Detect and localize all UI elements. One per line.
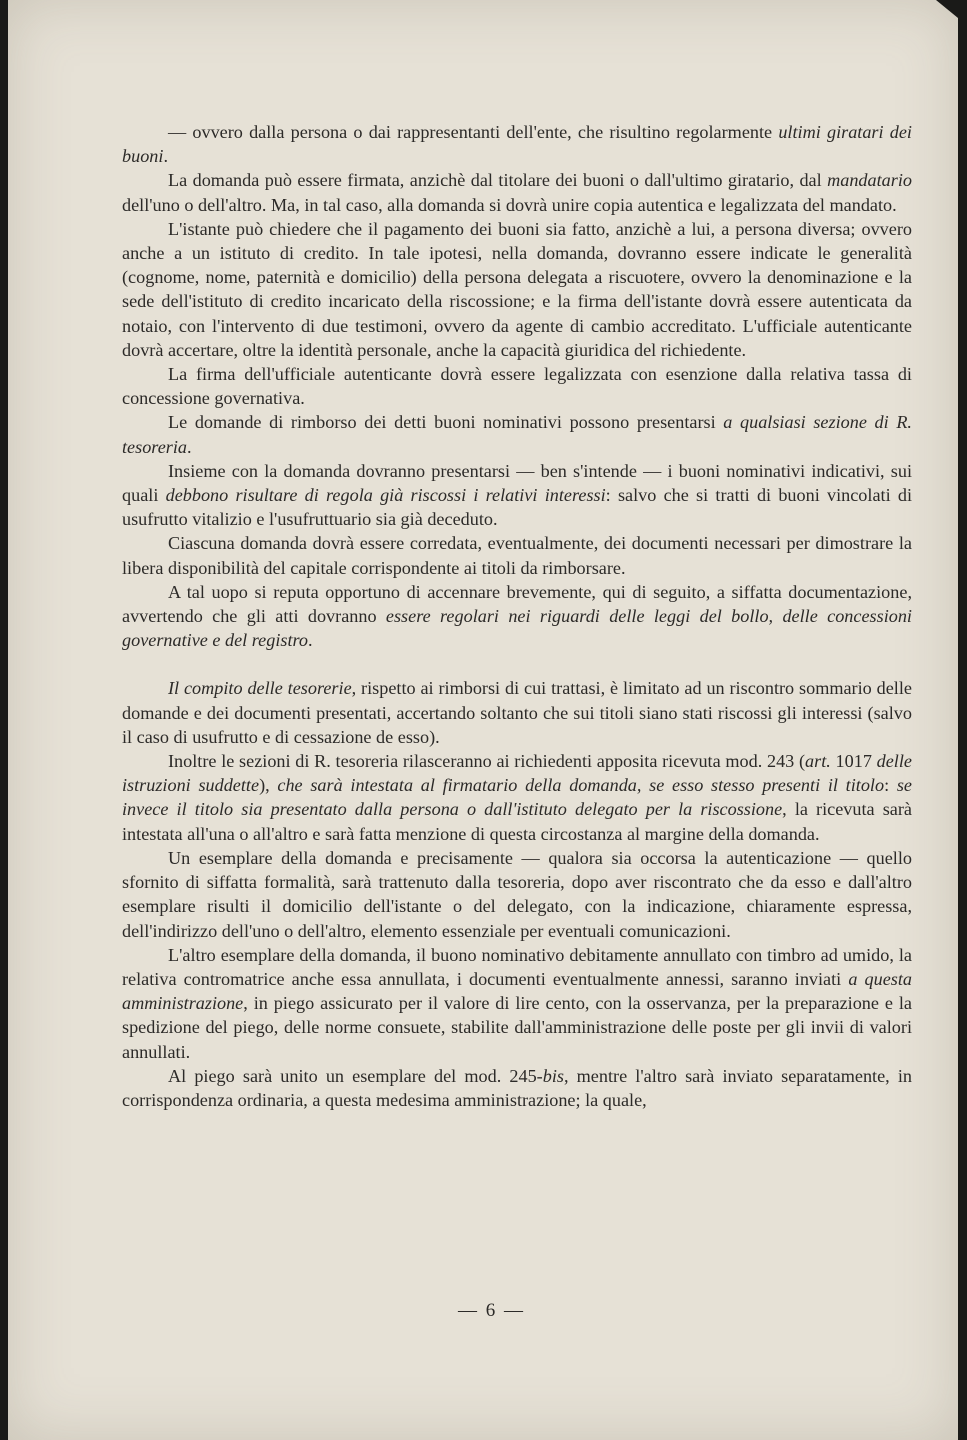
body-text [122, 120, 912, 1112]
italic-run: ultimi giratari dei buoni [122, 122, 912, 167]
paragraph: Ciascuna domanda dovrà essere corredata, eventualmente, dei documenti necessari per dimostrare la libera disponibilità del capitale corrispondente ai titoli da rimborsare. [122, 533, 912, 578]
italic-run: a qualsiasi sezione di R. tesoreria [122, 412, 912, 457]
paragraph: La firma dell'ufficiale autenticante dovrà essere legalizzata con esenzione dalla relativa tassa di concessione governativa. [122, 364, 912, 409]
paragraph: Il compito delle tesorerie, rispetto ai rimborsi di cui trattasi, è limitato ad un riscontro sommario delle domande e dei documenti presentati, accertando soltanto che sui titoli siano stati riscossi gli interessi (salvo il caso di usufrutto e di cessazione de esso). [122, 678, 912, 747]
paragraph: Al piego sarà unito un esemplare del mod. 245-bis, mentre l'altro sarà inviato separatamente, in corrispondenza ordinaria, a questa medesima amministrazione; la quale, [122, 1065, 913, 1110]
paragraph: — ovvero dalla persona o dai rappresentanti dell'ente, che risultino regolarmente ultimi giratari dei buoni. [122, 122, 912, 167]
italic-run: se invece il titolo sia presentato dalla persona o dall'istituto delegato per la riscossione [122, 775, 913, 820]
paragraph: La domanda può essere firmata, anzichè dal titolare dei buoni o dall'ultimo giratario, dal mandatario dell'uno o dell'altro. Ma, in tal caso, alla domanda si dovrà unire copia autentica e legalizzata del mandato. [122, 170, 912, 215]
paragraph: L'altro esemplare della domanda, il buono nominativo debitamente annullato con timbro ad umido, la relativa contromatrice anche essa annullata, i documenti eventualmente annessi, saranno inviati a questa amministrazione, in piego assicurato per il valore di lire cento, con la osservanza, per la preparazione e la spedizione del piego, delle norme consuete, stabilite dall'amministrazione delle poste per gli invii di valori annullati. [122, 944, 912, 1062]
italic-run: a questa amministrazione [122, 968, 912, 1014]
page-number: — 6 — [458, 1300, 525, 1321]
italic-run: debbono risultare di regola già riscossi i relativi interessi [165, 485, 606, 506]
italic-run: Il compito delle tesorerie [168, 678, 352, 699]
paragraph: L'istante può chiedere che il pagamento dei buoni sia fatto, anzichè a lui, a persona diversa; ovvero anche a un istituto di credito. In tale ipotesi, nella domanda, dovranno essere indicate le generalità (cognome, nome, paternità e domicilio) della persona delegata a riscuotere, ovvero la denominazione e la sede dell'istituto di credito incaricato della riscossione; e la firma dell'istante dovrà essere autenticata da notaio, con l'intervento di due testimoni, ovvero da agente di cambio accreditato. L'ufficiale autenticante dovrà accertare, oltre la identità personale, anche la capacità giuridica del richiedente. [122, 218, 912, 360]
italic-run: bis [542, 1065, 564, 1086]
paragraph: Insieme con la domanda dovranno presentarsi — ben s'intende — i buoni nominativi indicativi, sui quali debbono risultare di regola già riscossi i relativi interessi: salvo che si tratti di buoni vincolati di usufrutto vitalizio e l'usufruttuario sia già deceduto. [122, 460, 912, 530]
document-page [8, 0, 958, 1440]
italic-run: mandatario [827, 170, 912, 191]
italic-run: art. [805, 751, 831, 772]
italic-run: essere regolari nei riguardi delle leggi del bollo, delle concessioni governative e del registro [122, 606, 912, 651]
paragraph: A tal uopo si reputa opportuno di accennare brevemente, qui di seguito, a siffatta documentazione, avvertendo che gli atti dovranno essere regolari nei riguardi delle leggi del bollo, delle concessioni governative e del registro. [122, 581, 912, 651]
italic-run: che sarà intestata al firmatario della domanda, se esso stesso presenti il titolo [277, 775, 885, 796]
paragraph: Le domande di rimborso dei detti buoni nominativi possono presentarsi a qualsiasi sezione di R. tesoreria. [122, 412, 912, 457]
italic-run: delle istruzioni suddette [122, 751, 912, 796]
paragraph: Inoltre le sezioni di R. tesoreria rilasceranno ai richiedenti apposita ricevuta mod. 243 (art. 1017 delle istruzioni suddette), che sarà intestata al firmatario della domanda, se esso stesso presenti il titolo: se invece il titolo sia presentato dalla persona o dall'istituto delegato per la riscossione, la ricevuta sarà intestata all'una o all'altro e sarà fatta menzione di questa circostanza al margine della domanda. [122, 751, 913, 844]
page-corner [936, 0, 958, 18]
paragraph: Un esemplare della domanda e precisamente — qualora sia occorsa la autenticazione — quello sfornito di siffatta formalità, sarà trattenuto dalla tesoreria, dopo aver riscontrato che da esso e dall'altro esemplare risulti il domicilio dell'istante o del delegato, con la indicazione, chiaramente espressa, dell'indirizzo dell'uno o dell'altro, elemento essenziale per eventuali comunicazioni. [122, 847, 912, 941]
